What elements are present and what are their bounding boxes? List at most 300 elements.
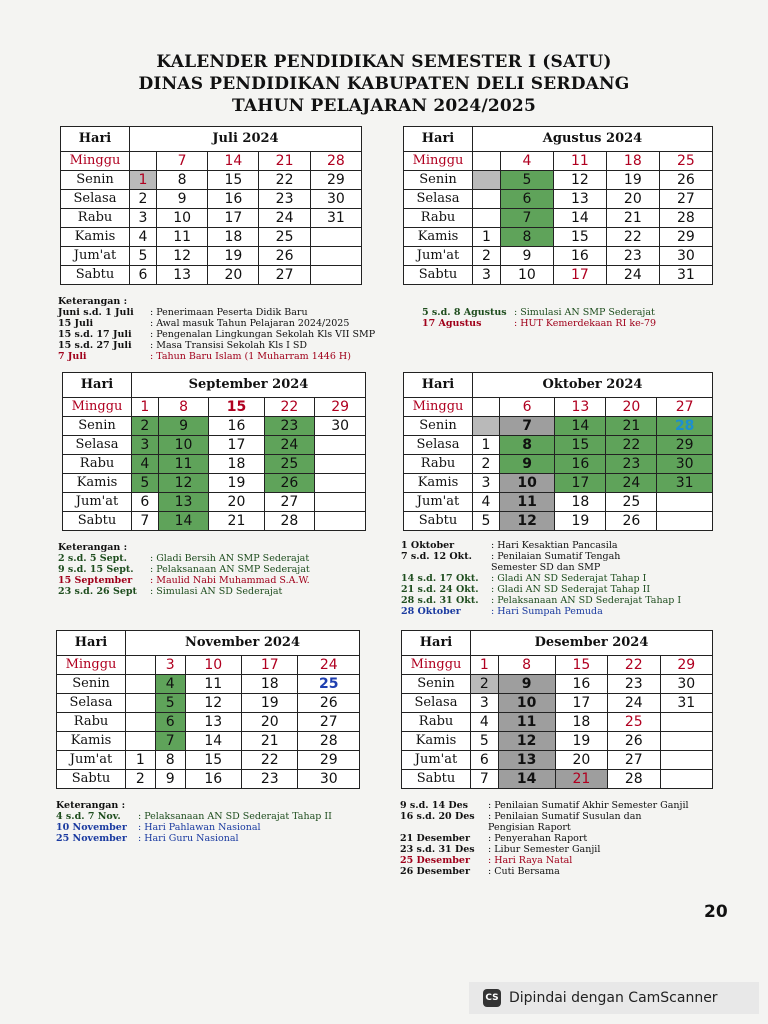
date-cell: 19 [555,732,607,751]
date-cell: 27 [259,266,310,285]
note-date: 23 s.d. 26 Sept [58,586,137,597]
date-cell: 3 [155,656,185,675]
date-cell: 18 [242,675,298,694]
note-date: 14 s.d. 17 Okt. [401,573,479,584]
date-cell: 10 [499,474,555,493]
date-cell: 26 [659,171,712,190]
date-cell: 8 [155,751,185,770]
note-date: 9 s.d. 15 Sept. [58,564,134,575]
day-name: Senin [404,417,473,436]
date-cell: 11 [498,713,555,732]
date-cell: 20 [555,751,607,770]
day-name: Kamis [402,732,471,751]
date-cell: 25 [659,152,712,171]
date-cell: 1 [130,171,157,190]
date-cell: 24 [264,436,315,455]
note-date: 21 Desember [400,833,470,844]
date-cell: 15 [209,398,264,417]
date-cell: 9 [157,190,208,209]
day-name: Senin [63,417,132,436]
note-row [58,351,375,362]
date-cell: 12 [553,171,606,190]
calendar-november [56,630,360,789]
hari-header: Hari [63,373,132,398]
note-row [400,855,689,866]
month-header: Juli 2024 [130,127,362,152]
date-cell: 11 [185,675,241,694]
note-date: Juni s.d. 1 Juli [58,307,134,318]
date-cell: 25 [264,455,315,474]
title-line-1: KALENDER PENDIDIKAN SEMESTER I (SATU) [156,52,612,72]
camscanner-badge [469,982,759,1014]
date-cell: 24 [606,266,659,285]
day-name: Minggu [57,656,126,675]
date-cell: 20 [209,493,264,512]
month-header: Desember 2024 [471,631,713,656]
date-cell: 3 [471,694,499,713]
day-name: Kamis [404,228,473,247]
date-cell: 12 [185,694,241,713]
notes-heading: Keterangan : [58,296,128,307]
note-row [400,844,689,855]
date-cell: 20 [606,190,659,209]
date-cell: 6 [132,493,159,512]
calendar-july [60,126,362,285]
note-date [400,822,488,833]
notes-heading: Keterangan : [58,542,128,553]
note-desc: : Pengenalan Lingkungan Sekolah Kls VII SMP [150,329,376,340]
date-cell: 12 [499,512,555,531]
date-cell: 9 [499,455,555,474]
date-cell: 1 [471,656,499,675]
date-cell: 16 [209,417,264,436]
date-cell: 7 [499,417,555,436]
date-cell: 26 [259,247,310,266]
note-date: 5 s.d. 8 Agustus [422,307,507,318]
day-name: Sabtu [63,512,132,531]
month-header: September 2024 [132,373,366,398]
date-cell: 27 [608,751,660,770]
note-date: 23 s.d. 31 Des [400,844,475,855]
day-name: Rabu [404,455,473,474]
date-cell: 26 [608,732,660,751]
day-name: Rabu [404,209,473,228]
date-cell: 1 [473,436,500,455]
date-cell: 17 [208,209,259,228]
date-cell: 26 [264,474,315,493]
date-cell [660,770,713,789]
day-name: Minggu [402,656,471,675]
date-cell: 6 [130,266,157,285]
date-cell: 4 [130,228,157,247]
calendar-august [403,126,713,285]
date-cell: 7 [500,209,553,228]
note-date: 9 s.d. 14 Des [400,800,468,811]
notes-july [58,296,375,362]
date-cell: 23 [608,675,660,694]
note-row [401,573,681,584]
date-cell: 4 [473,493,500,512]
day-name: Kamis [63,474,132,493]
date-cell [660,732,713,751]
date-cell: 19 [209,474,264,493]
date-cell: 10 [157,209,208,228]
day-name: Rabu [402,713,471,732]
note-desc: : Hari Sumpah Pemuda [491,606,603,617]
note-desc: : Hari Kesaktian Pancasila [491,540,618,551]
note-row [400,833,689,844]
date-cell [315,455,366,474]
note-date: 2 s.d. 5 Sept. [58,553,127,564]
date-cell: 25 [298,675,360,694]
date-cell [315,474,366,493]
note-date: 7 Juli [58,351,87,362]
date-cell: 10 [185,656,241,675]
note-date: 17 Agustus [422,318,482,329]
date-cell: 29 [298,751,360,770]
date-cell: 27 [264,493,315,512]
date-cell [310,228,361,247]
date-cell: 11 [499,493,555,512]
note-date: 21 s.d. 24 Okt. [401,584,479,595]
note-date: 4 s.d. 7 Nov. [56,811,121,822]
note-date: 28 Oktober [401,606,461,617]
date-cell: 7 [132,512,159,531]
date-cell: 23 [606,455,657,474]
day-name: Minggu [61,152,130,171]
day-name: Senin [57,675,126,694]
date-cell: 28 [310,152,361,171]
date-cell: 17 [209,436,264,455]
day-name: Minggu [404,152,473,171]
note-desc: : Gladi AN SD Sederajat Tahap II [491,584,651,595]
note-desc: : Pelaksanaan AN SD Sederajat Tahap I [491,595,682,606]
day-name: Selasa [61,190,130,209]
title-line-3: TAHUN PELAJARAN 2024/2025 [232,96,536,116]
note-row [400,822,689,833]
date-cell: 16 [555,675,607,694]
date-cell: 19 [606,171,659,190]
day-name: Senin [61,171,130,190]
date-cell: 14 [498,770,555,789]
date-cell: 10 [158,436,209,455]
note-date: 16 s.d. 20 Des [400,811,475,822]
date-cell [315,493,366,512]
title-line-2: DINAS PENDIDIKAN KABUPATEN DELI SERDANG [138,74,630,94]
note-row [58,586,310,597]
day-name: Jum'at [61,247,130,266]
date-cell: 2 [126,770,156,789]
day-name: Jum'at [404,247,473,266]
day-name: Kamis [404,474,473,493]
date-cell [126,732,156,751]
date-cell [473,152,501,171]
date-cell: 30 [660,675,713,694]
note-desc: : Pelaksanaan AN SMP Sederajat [150,564,310,575]
date-cell: 13 [185,713,241,732]
day-name: Sabtu [61,266,130,285]
note-desc: : Simulasi AN SMP Sederajat [514,307,655,318]
note-row [422,307,656,318]
date-cell: 7 [471,770,499,789]
calendar-september [62,372,366,531]
notes-august [422,307,656,329]
day-name: Sabtu [404,266,473,285]
day-name: Selasa [404,436,473,455]
note-desc: : Penerimaan Peserta Didik Baru [150,307,308,318]
date-cell [310,266,361,285]
date-cell: 21 [259,152,310,171]
note-desc: : Tahun Baru Islam (1 Muharram 1446 H) [150,351,351,362]
date-cell: 21 [555,770,607,789]
date-cell: 5 [130,247,157,266]
date-cell: 12 [498,732,555,751]
date-cell: 1 [132,398,159,417]
notes-october [401,540,681,617]
date-cell: 23 [606,247,659,266]
hari-header: Hari [404,127,473,152]
date-cell: 18 [606,152,659,171]
date-cell: 6 [499,398,555,417]
date-cell: 27 [298,713,360,732]
date-cell: 15 [555,436,606,455]
day-name: Rabu [63,455,132,474]
date-cell [657,512,713,531]
month-header: Agustus 2024 [473,127,713,152]
note-row [401,584,681,595]
date-cell: 5 [132,474,159,493]
hari-header: Hari [404,373,473,398]
date-cell: 22 [608,656,660,675]
date-cell [473,209,501,228]
date-cell [130,152,157,171]
date-cell: 17 [553,266,606,285]
date-cell: 26 [298,694,360,713]
note-row [400,811,689,822]
date-cell [473,190,501,209]
note-date: 25 Desember [400,855,470,866]
note-row [56,822,332,833]
note-date: 15 s.d. 27 Juli [58,340,132,351]
month-header: November 2024 [126,631,360,656]
date-cell: 2 [473,247,501,266]
note-desc: : Penyerahan Raport [488,833,588,844]
date-cell: 25 [259,228,310,247]
date-cell: 4 [132,455,159,474]
note-desc: Pengisian Raport [488,822,571,833]
note-date: 7 s.d. 12 Okt. [401,551,472,562]
date-cell: 12 [157,247,208,266]
date-cell: 31 [659,266,712,285]
day-name: Rabu [57,713,126,732]
date-cell: 27 [659,190,712,209]
note-desc: : Gladi Bersih AN SMP Sederajat [150,553,310,564]
date-cell: 29 [659,228,712,247]
camscanner-text: Dipindai dengan CamScanner [509,990,718,1006]
date-cell: 24 [606,474,657,493]
note-row [401,551,681,562]
date-cell: 22 [264,398,315,417]
date-cell: 3 [130,209,157,228]
calendar-october [403,372,713,531]
day-name: Selasa [63,436,132,455]
note-row [58,553,310,564]
note-date: 1 Oktober [401,540,455,551]
date-cell: 14 [553,209,606,228]
date-cell: 18 [555,713,607,732]
date-cell: 10 [500,266,553,285]
calendar-december [401,630,713,789]
note-date: 28 s.d. 31 Okt. [401,595,479,606]
date-cell: 17 [242,656,298,675]
date-cell: 2 [130,190,157,209]
date-cell [473,398,500,417]
date-cell: 28 [264,512,315,531]
date-cell: 21 [606,417,657,436]
day-name: Minggu [404,398,473,417]
note-desc: : Maulid Nabi Muhammad S.A.W. [150,575,310,586]
date-cell: 8 [498,656,555,675]
note-row [400,800,689,811]
date-cell: 18 [208,228,259,247]
date-cell: 25 [606,493,657,512]
date-cell: 31 [310,209,361,228]
day-name: Kamis [61,228,130,247]
date-cell: 7 [157,152,208,171]
date-cell: 29 [660,656,713,675]
note-row [401,562,681,573]
note-row [401,606,681,617]
date-cell: 16 [553,247,606,266]
note-date: 15 s.d. 17 Juli [58,329,132,340]
hari-header: Hari [402,631,471,656]
date-cell: 16 [208,190,259,209]
page-number: 20 [704,902,728,922]
date-cell: 19 [555,512,606,531]
note-desc: Semester SD dan SMP [491,562,601,573]
date-cell: 30 [315,417,366,436]
date-cell: 24 [608,694,660,713]
date-cell: 26 [606,512,657,531]
note-row [401,540,681,551]
date-cell: 15 [208,171,259,190]
date-cell: 20 [242,713,298,732]
note-date: 26 Desember [400,866,470,877]
date-cell: 9 [498,675,555,694]
note-desc: : Penilaian Sumatif Akhir Semester Ganjil [488,800,689,811]
date-cell: 14 [185,732,241,751]
date-cell: 9 [500,247,553,266]
note-date: 25 November [56,833,127,844]
note-desc: : Libur Semester Ganjil [488,844,601,855]
date-cell: 4 [155,675,185,694]
date-cell [126,675,156,694]
note-desc: : Pelaksanaan AN SD Sederajat Tahap II [138,811,332,822]
note-desc: : Hari Pahlawan Nasional [138,822,261,833]
date-cell: 6 [155,713,185,732]
month-header: Oktober 2024 [473,373,713,398]
date-cell: 13 [158,493,209,512]
date-cell: 18 [555,493,606,512]
note-row [422,318,656,329]
day-name: Selasa [57,694,126,713]
date-cell: 30 [298,770,360,789]
date-cell: 21 [242,732,298,751]
date-cell: 28 [657,417,713,436]
note-desc: : Awal masuk Tahun Pelajaran 2024/2025 [150,318,350,329]
date-cell: 5 [500,171,553,190]
date-cell: 8 [499,436,555,455]
date-cell: 17 [555,474,606,493]
notes-heading: Keterangan : [56,800,126,811]
date-cell: 30 [657,455,713,474]
note-row [58,575,310,586]
date-cell: 11 [553,152,606,171]
date-cell: 13 [555,398,606,417]
date-cell: 1 [473,228,501,247]
notes-december [400,800,689,877]
day-name: Senin [404,171,473,190]
date-cell: 2 [473,455,500,474]
date-cell: 27 [657,398,713,417]
date-cell: 8 [500,228,553,247]
hari-header: Hari [57,631,126,656]
note-desc: : Simulasi AN SD Sederajat [150,586,283,597]
note-row [56,811,332,822]
date-cell: 25 [608,713,660,732]
day-name: Rabu [61,209,130,228]
day-name: Jum'at [404,493,473,512]
date-cell: 11 [158,455,209,474]
camscanner-logo-icon: CS [483,989,501,1007]
day-name: Minggu [63,398,132,417]
date-cell: 12 [158,474,209,493]
date-cell: 23 [242,770,298,789]
note-row [58,307,375,318]
note-desc: : Hari Guru Nasional [138,833,239,844]
date-cell [126,713,156,732]
date-cell: 7 [155,732,185,751]
note-row [400,866,689,877]
date-cell: 9 [155,770,185,789]
day-name: Sabtu [57,770,126,789]
note-desc: : HUT Kemerdekaan RI ke-79 [514,318,657,329]
date-cell: 13 [157,266,208,285]
date-cell: 21 [606,209,659,228]
date-cell: 30 [659,247,712,266]
date-cell [315,436,366,455]
date-cell: 10 [498,694,555,713]
date-cell: 3 [132,436,159,455]
note-row [58,318,375,329]
date-cell: 14 [208,152,259,171]
date-cell: 24 [259,209,310,228]
note-desc: : Hari Raya Natal [488,855,573,866]
date-cell: 2 [132,417,159,436]
date-cell: 6 [471,751,499,770]
day-name: Selasa [402,694,471,713]
date-cell [660,713,713,732]
date-cell [660,751,713,770]
date-cell: 19 [208,247,259,266]
date-cell: 5 [155,694,185,713]
note-desc: : Penilaian Sumatif Tengah [491,551,621,562]
note-date: 15 Juli [58,318,94,329]
date-cell [126,694,156,713]
date-cell: 29 [657,436,713,455]
date-cell: 22 [606,436,657,455]
note-date: 10 November [56,822,127,833]
